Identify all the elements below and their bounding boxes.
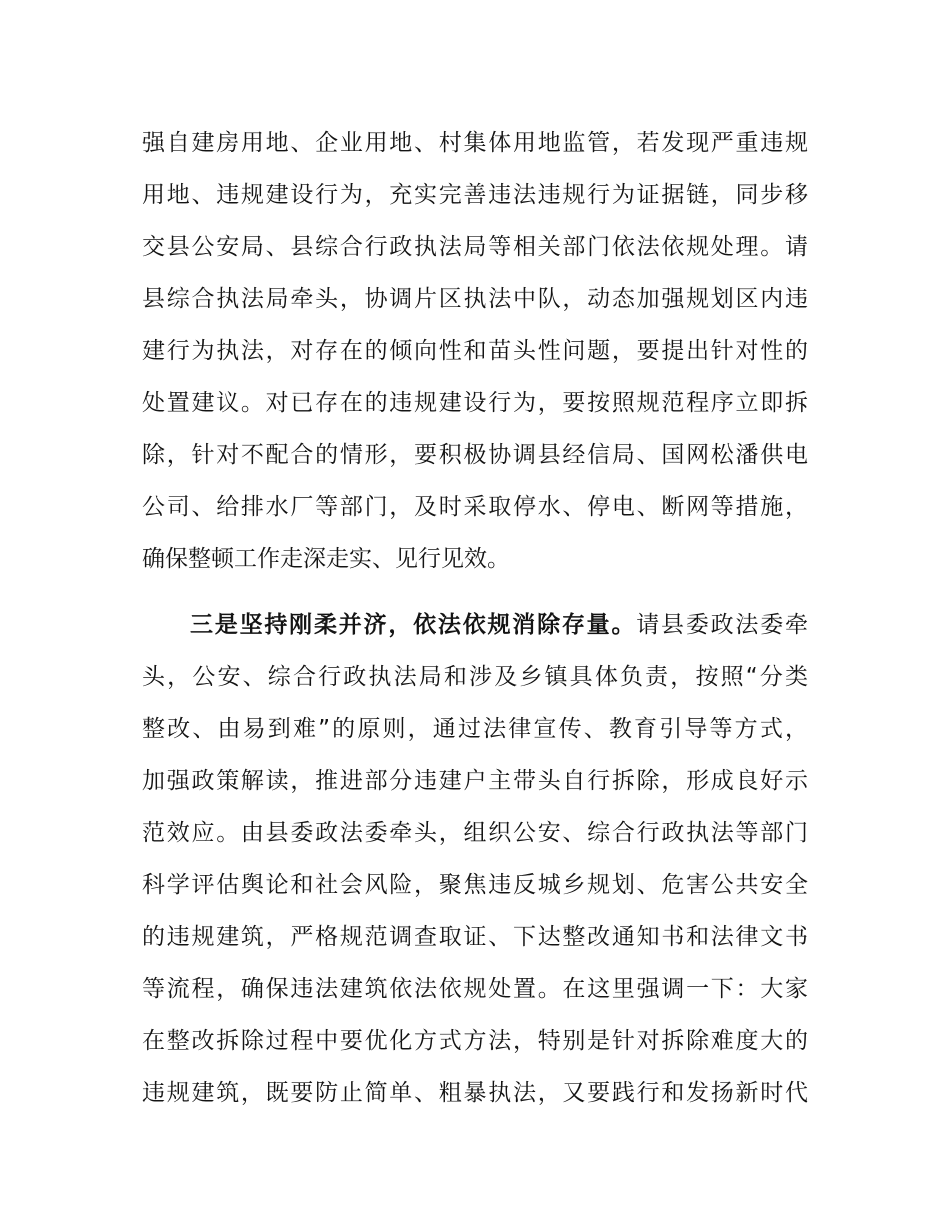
paragraph-2-heading: 三是坚持刚柔并济，依法依规消除存量。: [190, 612, 637, 638]
paragraph-2-line-7: 的违规建筑，严格规范调查取证、下达整改通知书和法律文书: [142, 924, 808, 950]
paragraph-2-line-5: 范效应。由县委政法委牵头，组织公安、综合行政执法等部门: [142, 820, 808, 846]
paragraph-1-line-3: 交县公安局、县综合行政执法局等相关部门依法依规处理。请: [142, 234, 808, 260]
paragraph-2-line-4: 加强政策解读，推进部分违建户主带头自行拆除，形成良好示: [142, 768, 808, 794]
paragraph-1-line-5: 建行为执法，对存在的倾向性和苗头性问题，要提出针对性的: [142, 338, 808, 364]
paragraph-1-line-9: 确保整顿工作走深走实、见行见效。: [142, 546, 510, 572]
paragraph-1-line-2: 用地、违规建设行为，充实完善违法违规行为证据链，同步移: [142, 182, 808, 208]
paragraph-2-line-10: 违规建筑，既要防止简单、粗暴执法，又要践行和发扬新时代: [142, 1080, 808, 1106]
paragraph-1-line-6: 处置建议。对已存在的违规建设行为，要按照规范程序立即拆: [142, 390, 808, 416]
paragraph-2-line-2: 头，公安、综合行政执法局和涉及乡镇具体负责，按照“分类: [142, 664, 808, 690]
paragraph-2-line-8: 等流程，确保违法建筑依法依规处置。在这里强调一下：大家: [142, 976, 808, 1002]
paragraph-1-line-8: 公司、给排水厂等部门，及时采取停水、停电、断网等措施，: [142, 494, 808, 520]
paragraph-2-line-9: 在整改拆除过程中要优化方式方法，特别是针对拆除难度大的: [142, 1028, 808, 1054]
paragraph-2-line-6: 科学评估舆论和社会风险，聚焦违反城乡规划、危害公共安全: [142, 872, 808, 898]
paragraph-1-line-4: 县综合执法局牵头，协调片区执法中队，动态加强规划区内违: [142, 286, 808, 312]
paragraph-2-line-3: 整改、由易到难”的原则，通过法律宣传、教育引导等方式，: [142, 716, 808, 742]
paragraph-1-line-7: 除，针对不配合的情形，要积极协调县经信局、国网松潘供电: [142, 442, 808, 468]
paragraph-1-line-1: 强自建房用地、企业用地、村集体用地监管，若发现严重违规: [142, 130, 808, 156]
paragraph-2-line-1: [190, 609, 808, 641]
paragraph-2-first-line-text: 请县委政法委牵: [636, 612, 809, 638]
